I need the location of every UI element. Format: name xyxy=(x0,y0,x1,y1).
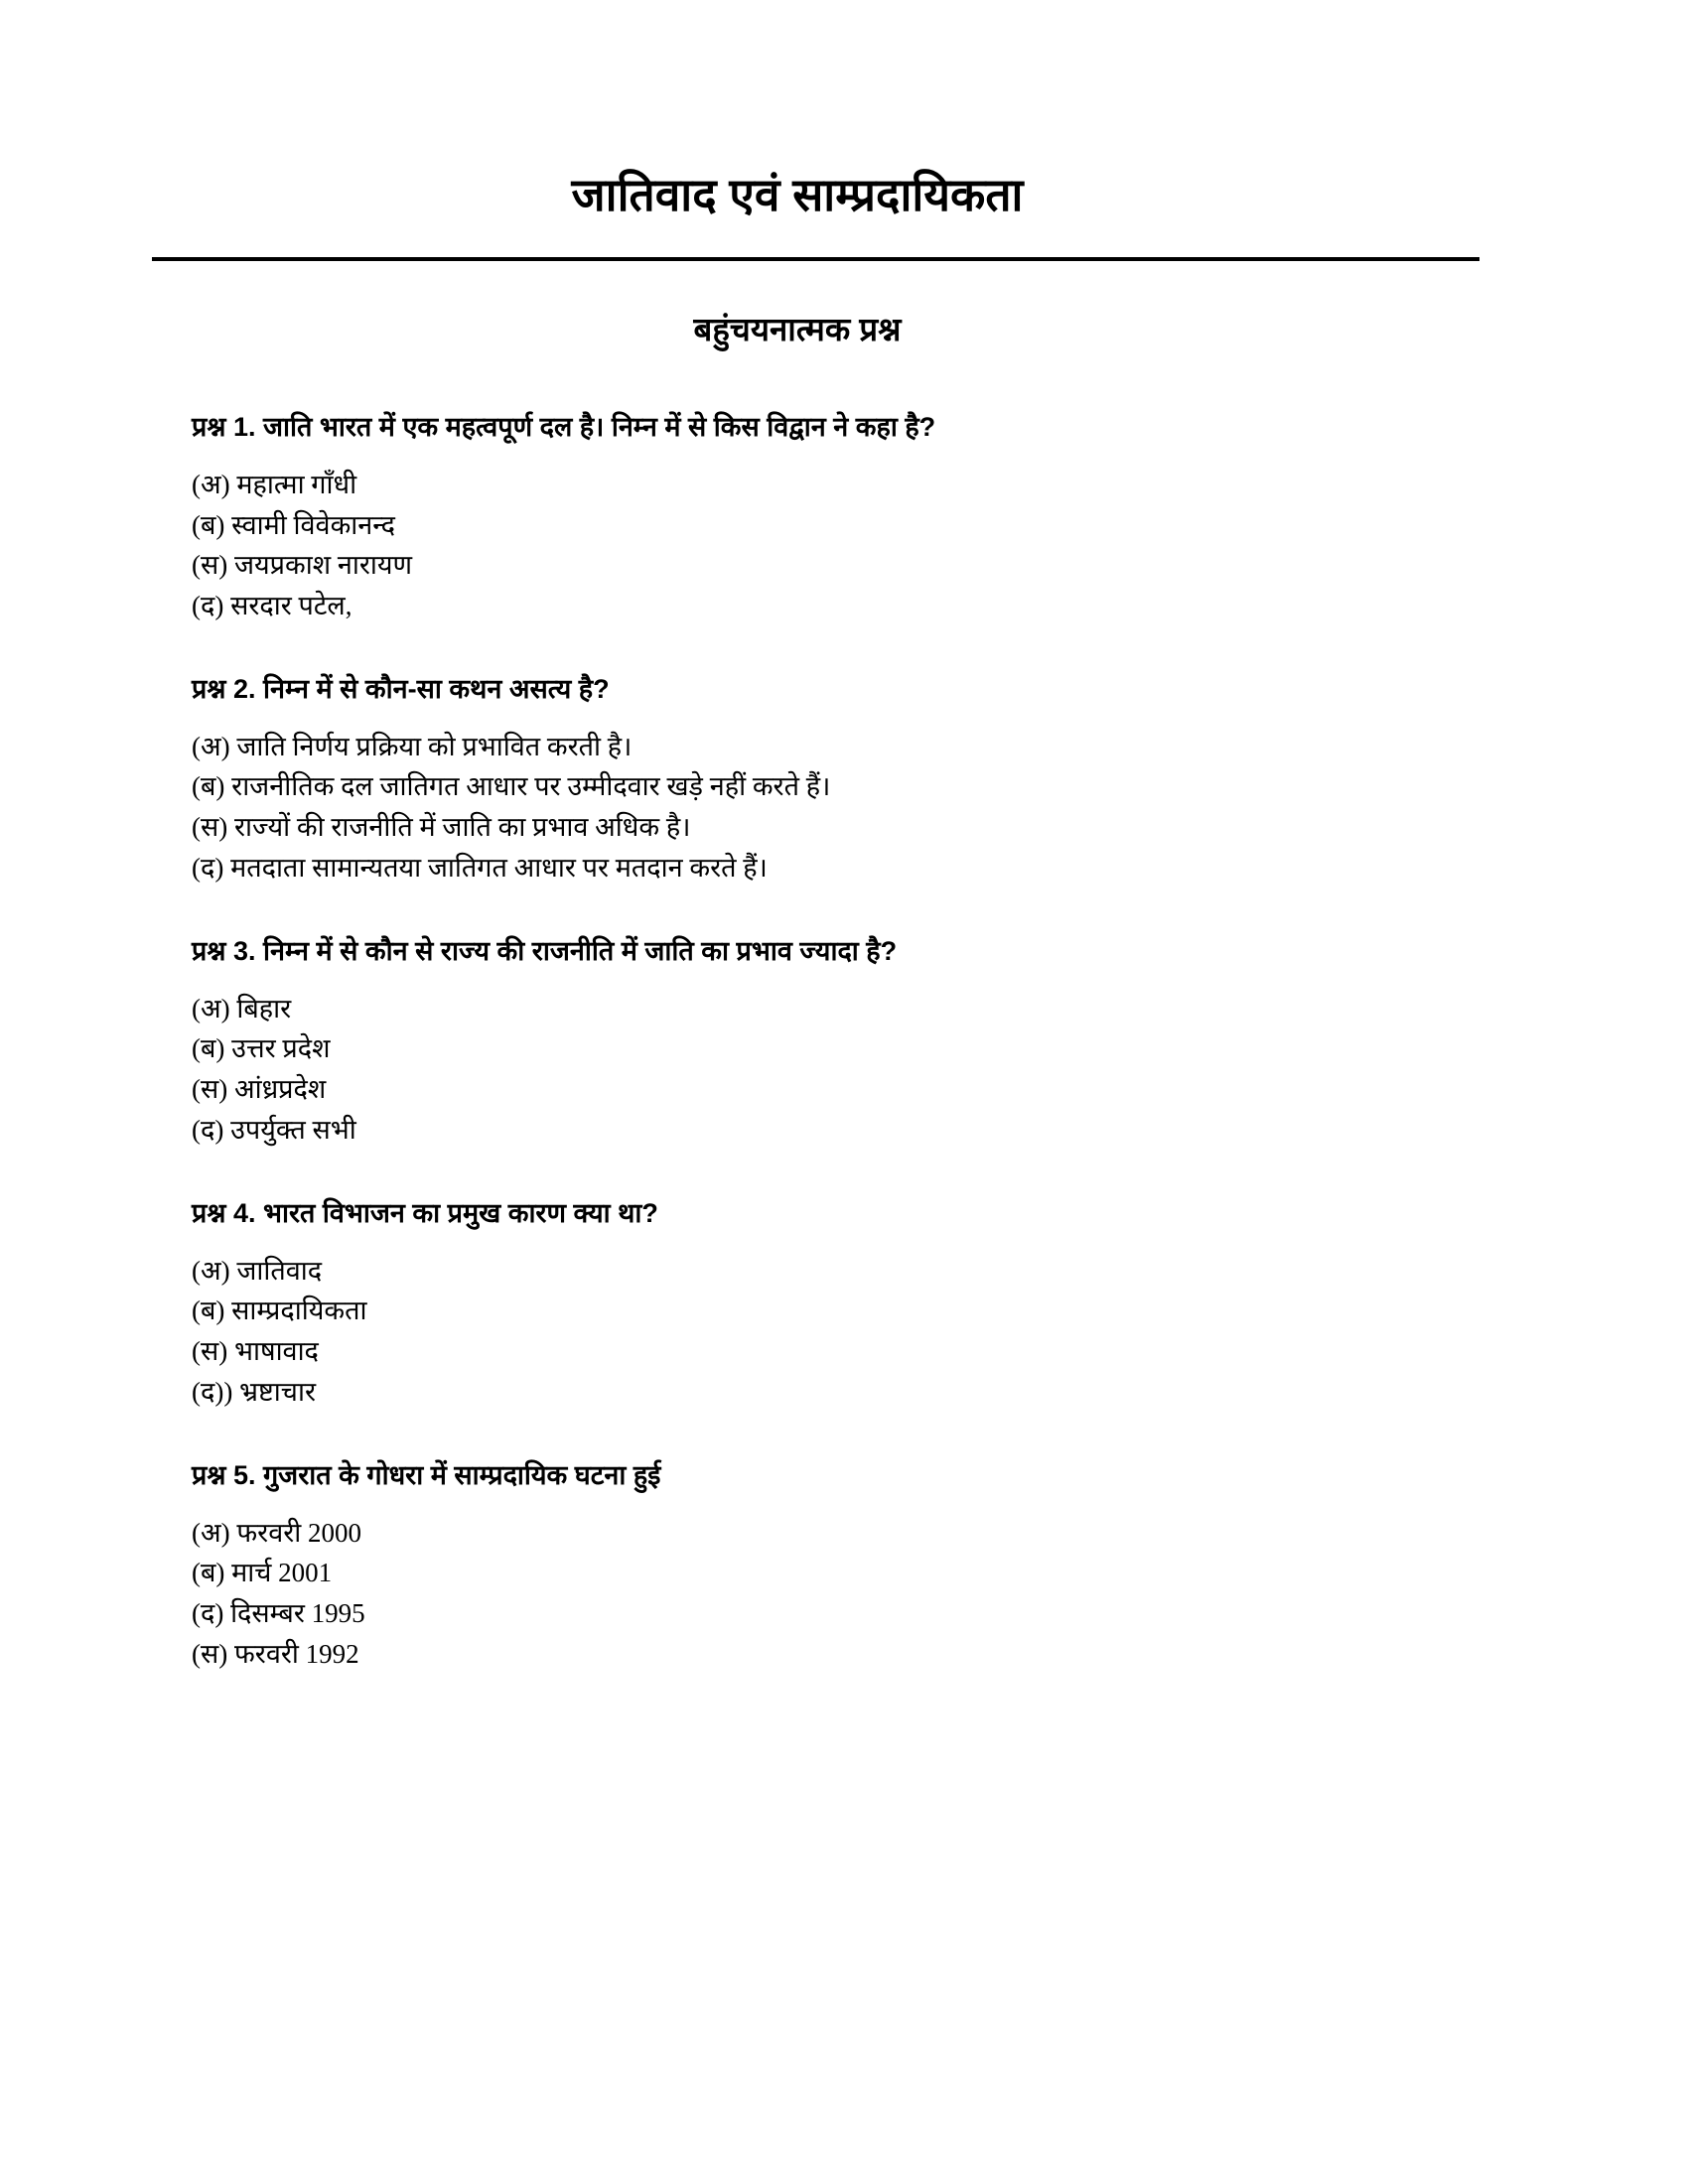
option-item[interactable]: (ब) मार्च 2001 xyxy=(192,1558,333,1588)
option-item[interactable]: (स) आंध्रप्रदेश xyxy=(192,1074,327,1105)
option-list xyxy=(192,729,1482,887)
option-item[interactable]: (द) दिसम्बर 1995 xyxy=(192,1598,365,1629)
option-item[interactable]: (द) उपर्युक्त सभी xyxy=(192,1115,356,1146)
question-block xyxy=(192,1197,1482,1412)
option-item[interactable]: (अ) जाति निर्णय प्रक्रिया को प्रभावित करती है। xyxy=(192,731,633,761)
question-text: प्रश्न 1. जाति भारत में एक महत्वपूर्ण दल है। निम्न में से किस विद्वान ने कहा है? xyxy=(192,412,936,442)
question-block xyxy=(192,1459,1482,1674)
option-item[interactable]: (अ) बिहार xyxy=(192,993,292,1024)
document-content xyxy=(192,0,1482,1674)
option-item[interactable]: (ब) स्वामी विवेकानन्द xyxy=(192,509,395,540)
option-list xyxy=(192,1253,1482,1412)
option-item[interactable]: (ब) राजनीतिक दल जातिगत आधार पर उम्मीदवार खड़े नहीं करते हैं। xyxy=(192,771,831,802)
question-text: प्रश्न 5. गुजरात के गोधरा में साम्प्रदायिक घटना हुई xyxy=(192,1459,661,1490)
question-text: प्रश्न 4. भारत विभाजन का प्रमुख कारण क्या था? xyxy=(192,1197,658,1228)
option-item[interactable]: (अ) फरवरी 2000 xyxy=(192,1517,362,1548)
question-list xyxy=(192,351,1482,1674)
option-list xyxy=(192,1515,1482,1674)
question-text: प्रश्न 3. निम्न में से कौन से राज्य की राजनीति में जाति का प्रभाव ज्यादा है? xyxy=(192,935,898,966)
question-block xyxy=(192,673,1482,887)
section-heading: बहुंचयनात्मक प्रश्न xyxy=(693,311,902,348)
option-item[interactable]: (द) मतदाता सामान्यतया जातिगत आधार पर मतदान करते हैं। xyxy=(192,853,768,884)
option-list xyxy=(192,467,1482,625)
option-item[interactable]: (अ) महात्मा गाँधी xyxy=(192,469,357,499)
question-text: प्रश्न 2. निम्न में से कौन-सा कथन असत्य है? xyxy=(192,673,610,704)
option-item[interactable]: (द) सरदार पटेल, xyxy=(192,591,352,621)
option-item[interactable]: (स) भाषावाद xyxy=(192,1336,319,1367)
option-list xyxy=(192,991,1482,1150)
option-item[interactable]: (ब) साम्प्रदायिकता xyxy=(192,1296,367,1326)
option-item[interactable]: (अ) जातिवाद xyxy=(192,1255,323,1286)
title-divider xyxy=(152,257,1479,261)
option-item[interactable]: (द)) भ्रष्टाचार xyxy=(192,1376,316,1407)
page-title: जातिवाद एवं साम्प्रदायिकता xyxy=(571,169,1024,220)
question-block xyxy=(192,935,1482,1150)
option-item[interactable]: (स) फरवरी 1992 xyxy=(192,1638,359,1669)
question-block xyxy=(192,411,1482,625)
option-item[interactable]: (ब) उत्तर प्रदेश xyxy=(192,1033,331,1064)
option-item[interactable]: (स) राज्यों की राजनीति में जाति का प्रभाव अधिक है। xyxy=(192,812,691,843)
option-item[interactable]: (स) जयप्रकाश नारायण xyxy=(192,550,413,581)
